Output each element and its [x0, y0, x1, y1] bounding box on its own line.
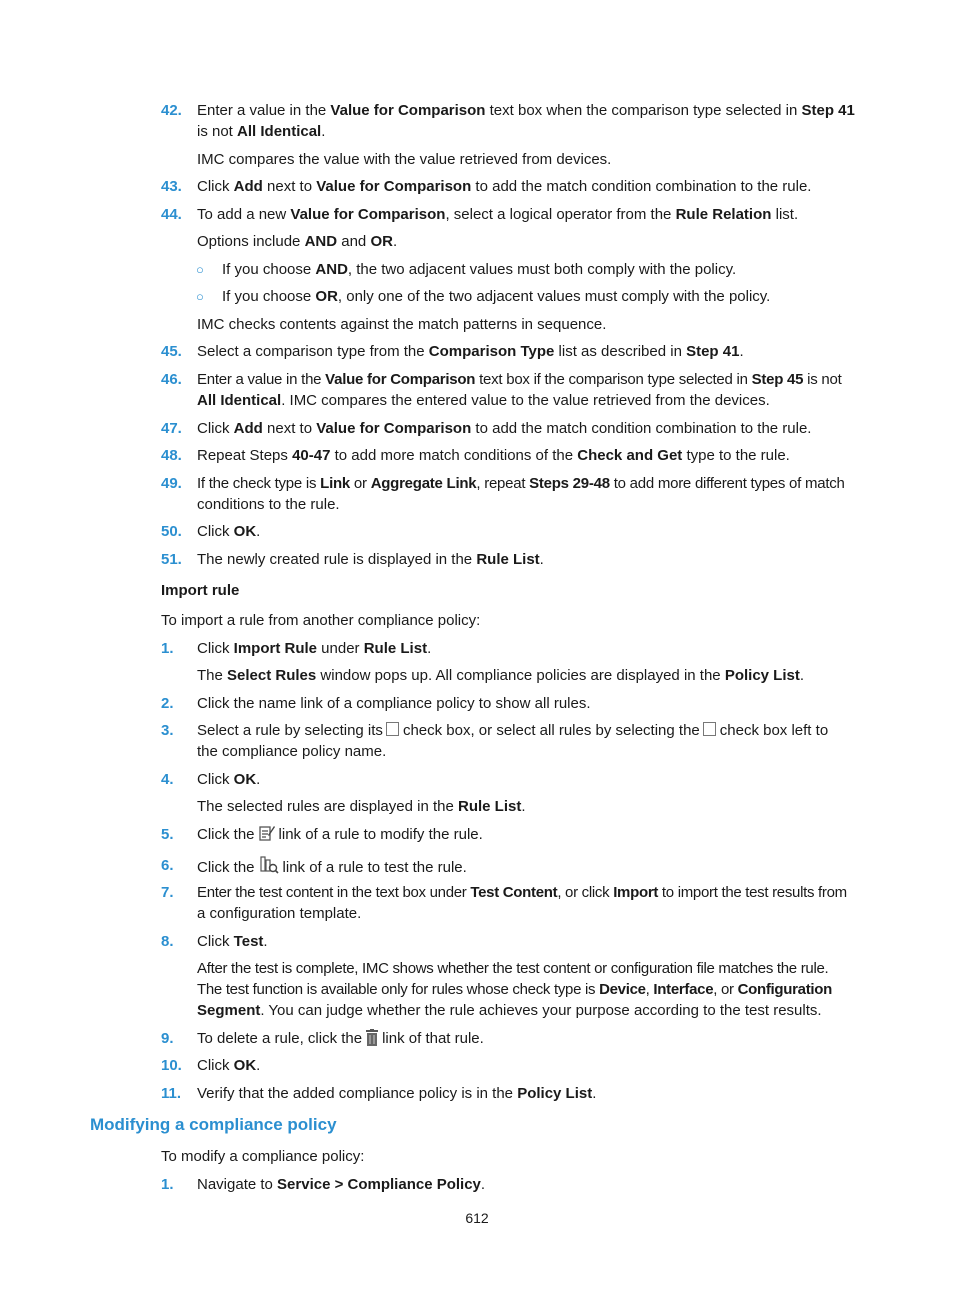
step-text: Click Test. [197, 933, 268, 950]
options-note: Options include AND and OR. [197, 233, 398, 250]
step-text: Click Add next to Value for Comparison to add the match condition combination to the rule. [197, 420, 812, 437]
step-text: Enter a value in the Value for Comparison text box if the comparison type selected in Step 45 is not [197, 371, 842, 388]
bullet-icon: ○ [196, 262, 204, 277]
step-text: The newly created rule is displayed in the Rule List. [197, 551, 544, 568]
bullet-icon: ○ [196, 289, 204, 304]
import-rule-heading: Import rule [161, 582, 240, 599]
step-text-cont: a configuration template. [197, 905, 362, 922]
step-number: 43. [161, 178, 182, 195]
modify-icon [259, 824, 275, 848]
step-note: IMC checks contents against the match patterns in sequence. [197, 316, 607, 333]
step-number: 46. [161, 371, 182, 388]
step-text: Click OK. [197, 1057, 261, 1074]
step-number: 11. [161, 1085, 182, 1102]
step-text: Click OK. [197, 523, 261, 540]
step-note: The selected rules are displayed in the Rule List. [197, 798, 526, 815]
step-text: Select a comparison type from the Comparison Type list as described in Step 41. [197, 343, 744, 360]
step-note: Segment. You can judge whether the rule achieves your purpose according to the test results. [197, 1002, 822, 1019]
test-icon [259, 855, 279, 881]
step-note: IMC compares the value with the value retrieved from devices. [197, 151, 612, 168]
step-text: Enter the test content in the text box under Test Content, or click Import to import the test results from [197, 884, 847, 901]
step-number: 10. [161, 1057, 182, 1074]
step-text: Click the link of a rule to test the rule. [197, 855, 467, 881]
step-text: Verify that the added compliance policy is in the Policy List. [197, 1085, 597, 1102]
page-number: 612 [465, 1210, 489, 1226]
step-number: 2. [161, 695, 174, 712]
step-number: 6. [161, 857, 174, 874]
step-number: 3. [161, 722, 174, 739]
step-text: Click Add next to Value for Comparison to add the match condition combination to the rule. [197, 178, 812, 195]
step-number: 4. [161, 771, 174, 788]
step-text-cont: All Identical. IMC compares the entered value to the value retrieved from the devices. [197, 392, 770, 409]
bullet-text: If you choose OR, only one of the two adjacent values must comply with the policy. [222, 288, 771, 305]
step-number: 49. [161, 475, 182, 492]
step-number: 44. [161, 206, 182, 223]
step-text-cont: is not All Identical. [197, 123, 326, 140]
step-text: If the check type is Link or Aggregate Link, repeat Steps 29-48 to add more different types of match [197, 475, 845, 492]
section-heading: Modifying a compliance policy [90, 1115, 337, 1134]
checkbox-icon [703, 722, 716, 736]
step-text: Navigate to Service > Compliance Policy. [197, 1176, 486, 1193]
step-number: 50. [161, 523, 182, 540]
step-text: Click Import Rule under Rule List. [197, 640, 432, 657]
step-text: To delete a rule, click the link of that rule. [197, 1028, 484, 1052]
step-number: 48. [161, 447, 182, 464]
step-number: 5. [161, 826, 174, 843]
import-intro: To import a rule from another compliance policy: [161, 612, 481, 629]
step-number: 47. [161, 420, 182, 437]
step-text: Click OK. [197, 771, 261, 788]
step-number: 1. [161, 640, 174, 657]
step-text: To add a new Value for Comparison, select a logical operator from the Rule Relation list. [197, 206, 799, 223]
step-text: Click the name link of a compliance policy to show all rules. [197, 695, 591, 712]
step-text: Select a rule by selecting its check box, or select all rules by selecting the check box left to [197, 722, 829, 739]
bullet-text: If you choose AND, the two adjacent values must both comply with the policy. [222, 261, 737, 278]
step-note: The test function is available only for rules whose check type is Device, Interface, or Configuration [197, 981, 832, 998]
delete-icon [366, 1029, 378, 1052]
step-note: After the test is complete, IMC shows whether the test content or configuration file matches the rule. [197, 960, 829, 977]
step-note: The Select Rules window pops up. All compliance policies are displayed in the Policy List. [197, 667, 805, 684]
step-number: 8. [161, 933, 174, 950]
modify-intro: To modify a compliance policy: [161, 1148, 365, 1165]
step-number: 9. [161, 1030, 174, 1047]
step-text: Enter a value in the Value for Comparison text box when the comparison type selected in Step 41 [197, 102, 855, 119]
step-number: 42. [161, 102, 182, 119]
step-number: 7. [161, 884, 174, 901]
step-text-cont: the compliance policy name. [197, 743, 387, 760]
checkbox-icon [386, 722, 399, 736]
step-number: 45. [161, 343, 182, 360]
step-text: Click the link of a rule to modify the rule. [197, 824, 483, 848]
step-number: 51. [161, 551, 182, 568]
step-text: Repeat Steps 40-47 to add more match conditions of the Check and Get type to the rule. [197, 447, 790, 464]
step-number: 1. [161, 1176, 174, 1193]
step-text-cont: conditions to the rule. [197, 496, 340, 513]
